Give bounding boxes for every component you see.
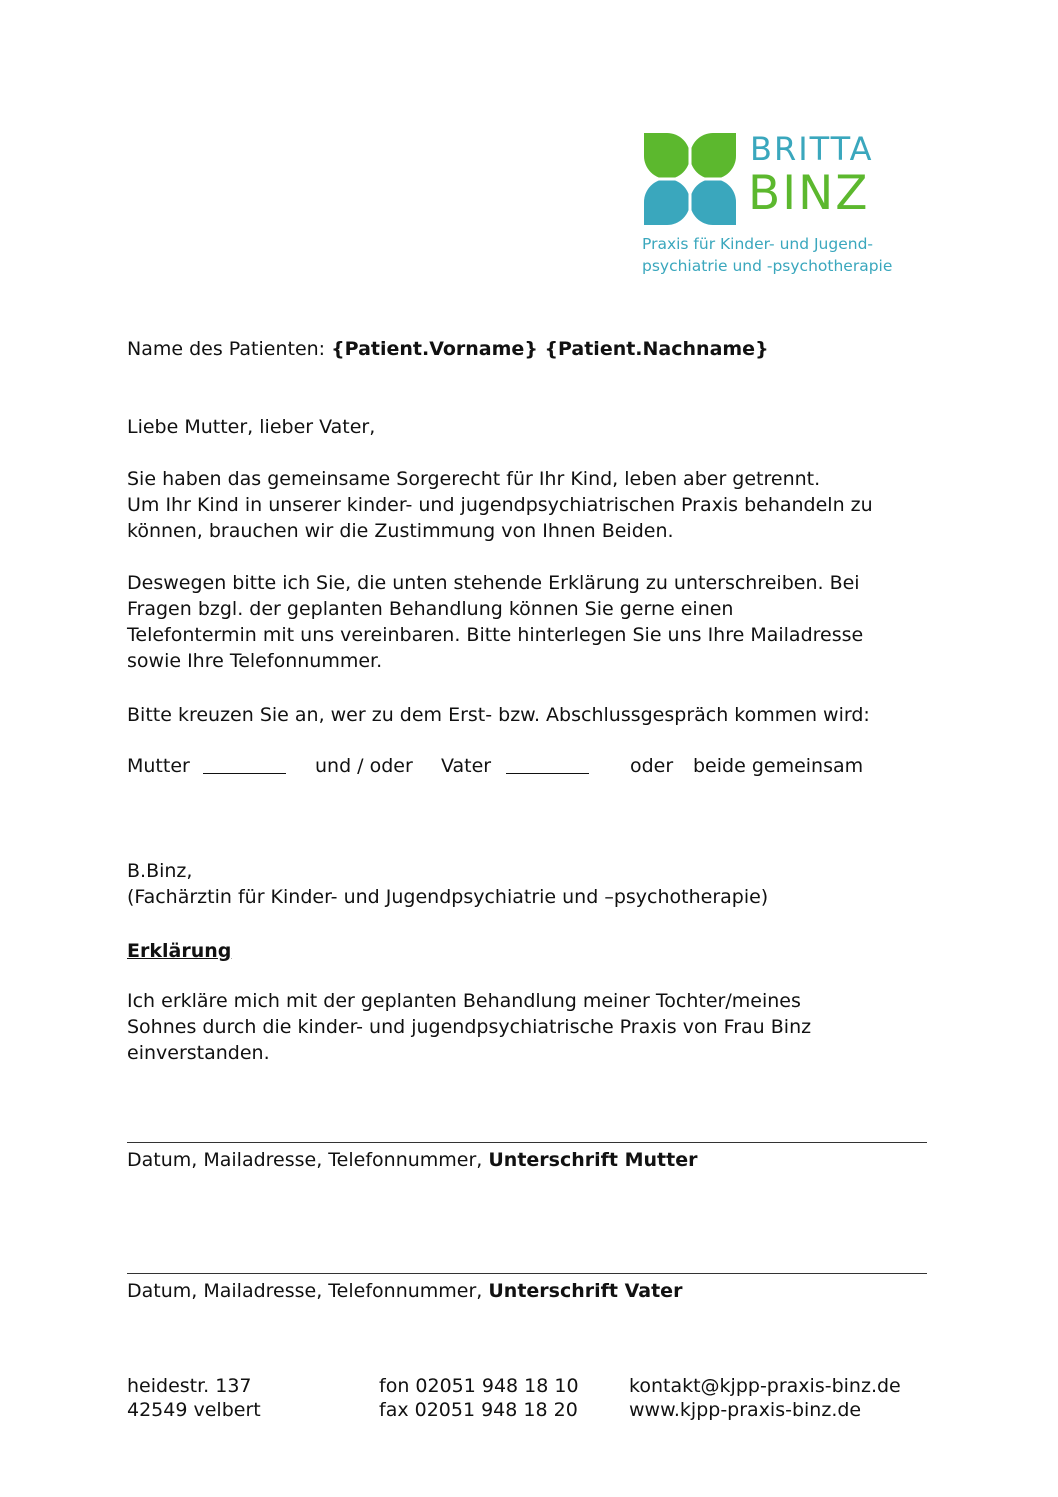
logo-tagline-line1: Praxis für Kinder- und Jugend- xyxy=(642,235,874,253)
declaration-line1: Ich erkläre mich mit der geplanten Behandlung meiner Tochter/meines xyxy=(127,990,801,1012)
footer-city: 42549 velbert xyxy=(127,1399,261,1421)
choice-and-or: und / oder xyxy=(315,755,413,777)
mother-signature-rule[interactable] xyxy=(127,1142,927,1143)
father-signature-label: Datum, Mailadresse, Telefonnummer, xyxy=(127,1280,489,1302)
para2-line3: Telefontermin mit uns vereinbaren. Bitte hinterlegen Sie uns Ihre Mailadresse xyxy=(127,624,864,646)
logo-name-line2: BINZ xyxy=(748,166,870,221)
choice-prompt: Bitte kreuzen Sie an, wer zu dem Erst- bzw. Abschlussgespräch kommen wird: xyxy=(127,704,870,726)
choice-or: oder xyxy=(630,755,674,777)
signature-title: (Fachärztin für Kinder- und Jugendpsychiatrie und –psychotherapie) xyxy=(127,886,769,908)
father-signature-rule[interactable] xyxy=(127,1273,927,1274)
choice-mother-blank[interactable] xyxy=(203,773,286,774)
declaration-heading: Erklärung xyxy=(127,940,232,962)
father-signature-caption xyxy=(127,1278,682,1304)
para1-line3: können, brauchen wir die Zustimmung von Ihnen Beiden. xyxy=(127,520,674,542)
logo-name-line1: BRITTA xyxy=(750,130,874,168)
mother-signature-bold: Unterschrift Mutter xyxy=(488,1149,698,1171)
mother-signature-caption xyxy=(127,1147,697,1173)
clover-logo-icon xyxy=(642,131,738,227)
choice-both: beide gemeinsam xyxy=(693,755,864,777)
footer-email[interactable]: kontakt@kjpp-praxis-binz.de xyxy=(629,1375,901,1397)
signature-name: B.Binz, xyxy=(127,860,193,882)
patient-line xyxy=(127,336,769,362)
choice-mother-label: Mutter xyxy=(127,755,190,777)
logo-tagline-line2: psychiatrie und -psychotherapie xyxy=(642,257,893,275)
choice-father-blank[interactable] xyxy=(506,773,589,774)
logo xyxy=(640,128,900,278)
father-signature-bold: Unterschrift Vater xyxy=(488,1280,683,1302)
patient-label: Name des Patienten: xyxy=(127,338,332,360)
mother-signature-label: Datum, Mailadresse, Telefonnummer, xyxy=(127,1149,489,1171)
para1-line2: Um Ihr Kind in unserer kinder- und jugendpsychiatrischen Praxis behandeln zu xyxy=(127,494,873,516)
choice-father-label: Vater xyxy=(441,755,492,777)
para2-line4: sowie Ihre Telefonnummer. xyxy=(127,650,383,672)
footer-phone: fon 02051 948 18 10 xyxy=(379,1375,579,1397)
footer-street: heidestr. 137 xyxy=(127,1375,252,1397)
para2-line1: Deswegen bitte ich Sie, die unten stehende Erklärung zu unterschreiben. Bei xyxy=(127,572,860,594)
salutation: Liebe Mutter, lieber Vater, xyxy=(127,416,376,438)
footer-web[interactable]: www.kjpp-praxis-binz.de xyxy=(629,1399,862,1421)
patient-value: {Patient.Vorname} {Patient.Nachname} xyxy=(331,338,769,360)
declaration-line3: einverstanden. xyxy=(127,1042,270,1064)
para2-line2: Fragen bzgl. der geplanten Behandlung können Sie gerne einen xyxy=(127,598,734,620)
para1-line1: Sie haben das gemeinsame Sorgerecht für Ihr Kind, leben aber getrennt. xyxy=(127,468,821,490)
declaration-line2: Sohnes durch die kinder- und jugendpsychiatrische Praxis von Frau Binz xyxy=(127,1016,812,1038)
footer-fax: fax 02051 948 18 20 xyxy=(379,1399,578,1421)
